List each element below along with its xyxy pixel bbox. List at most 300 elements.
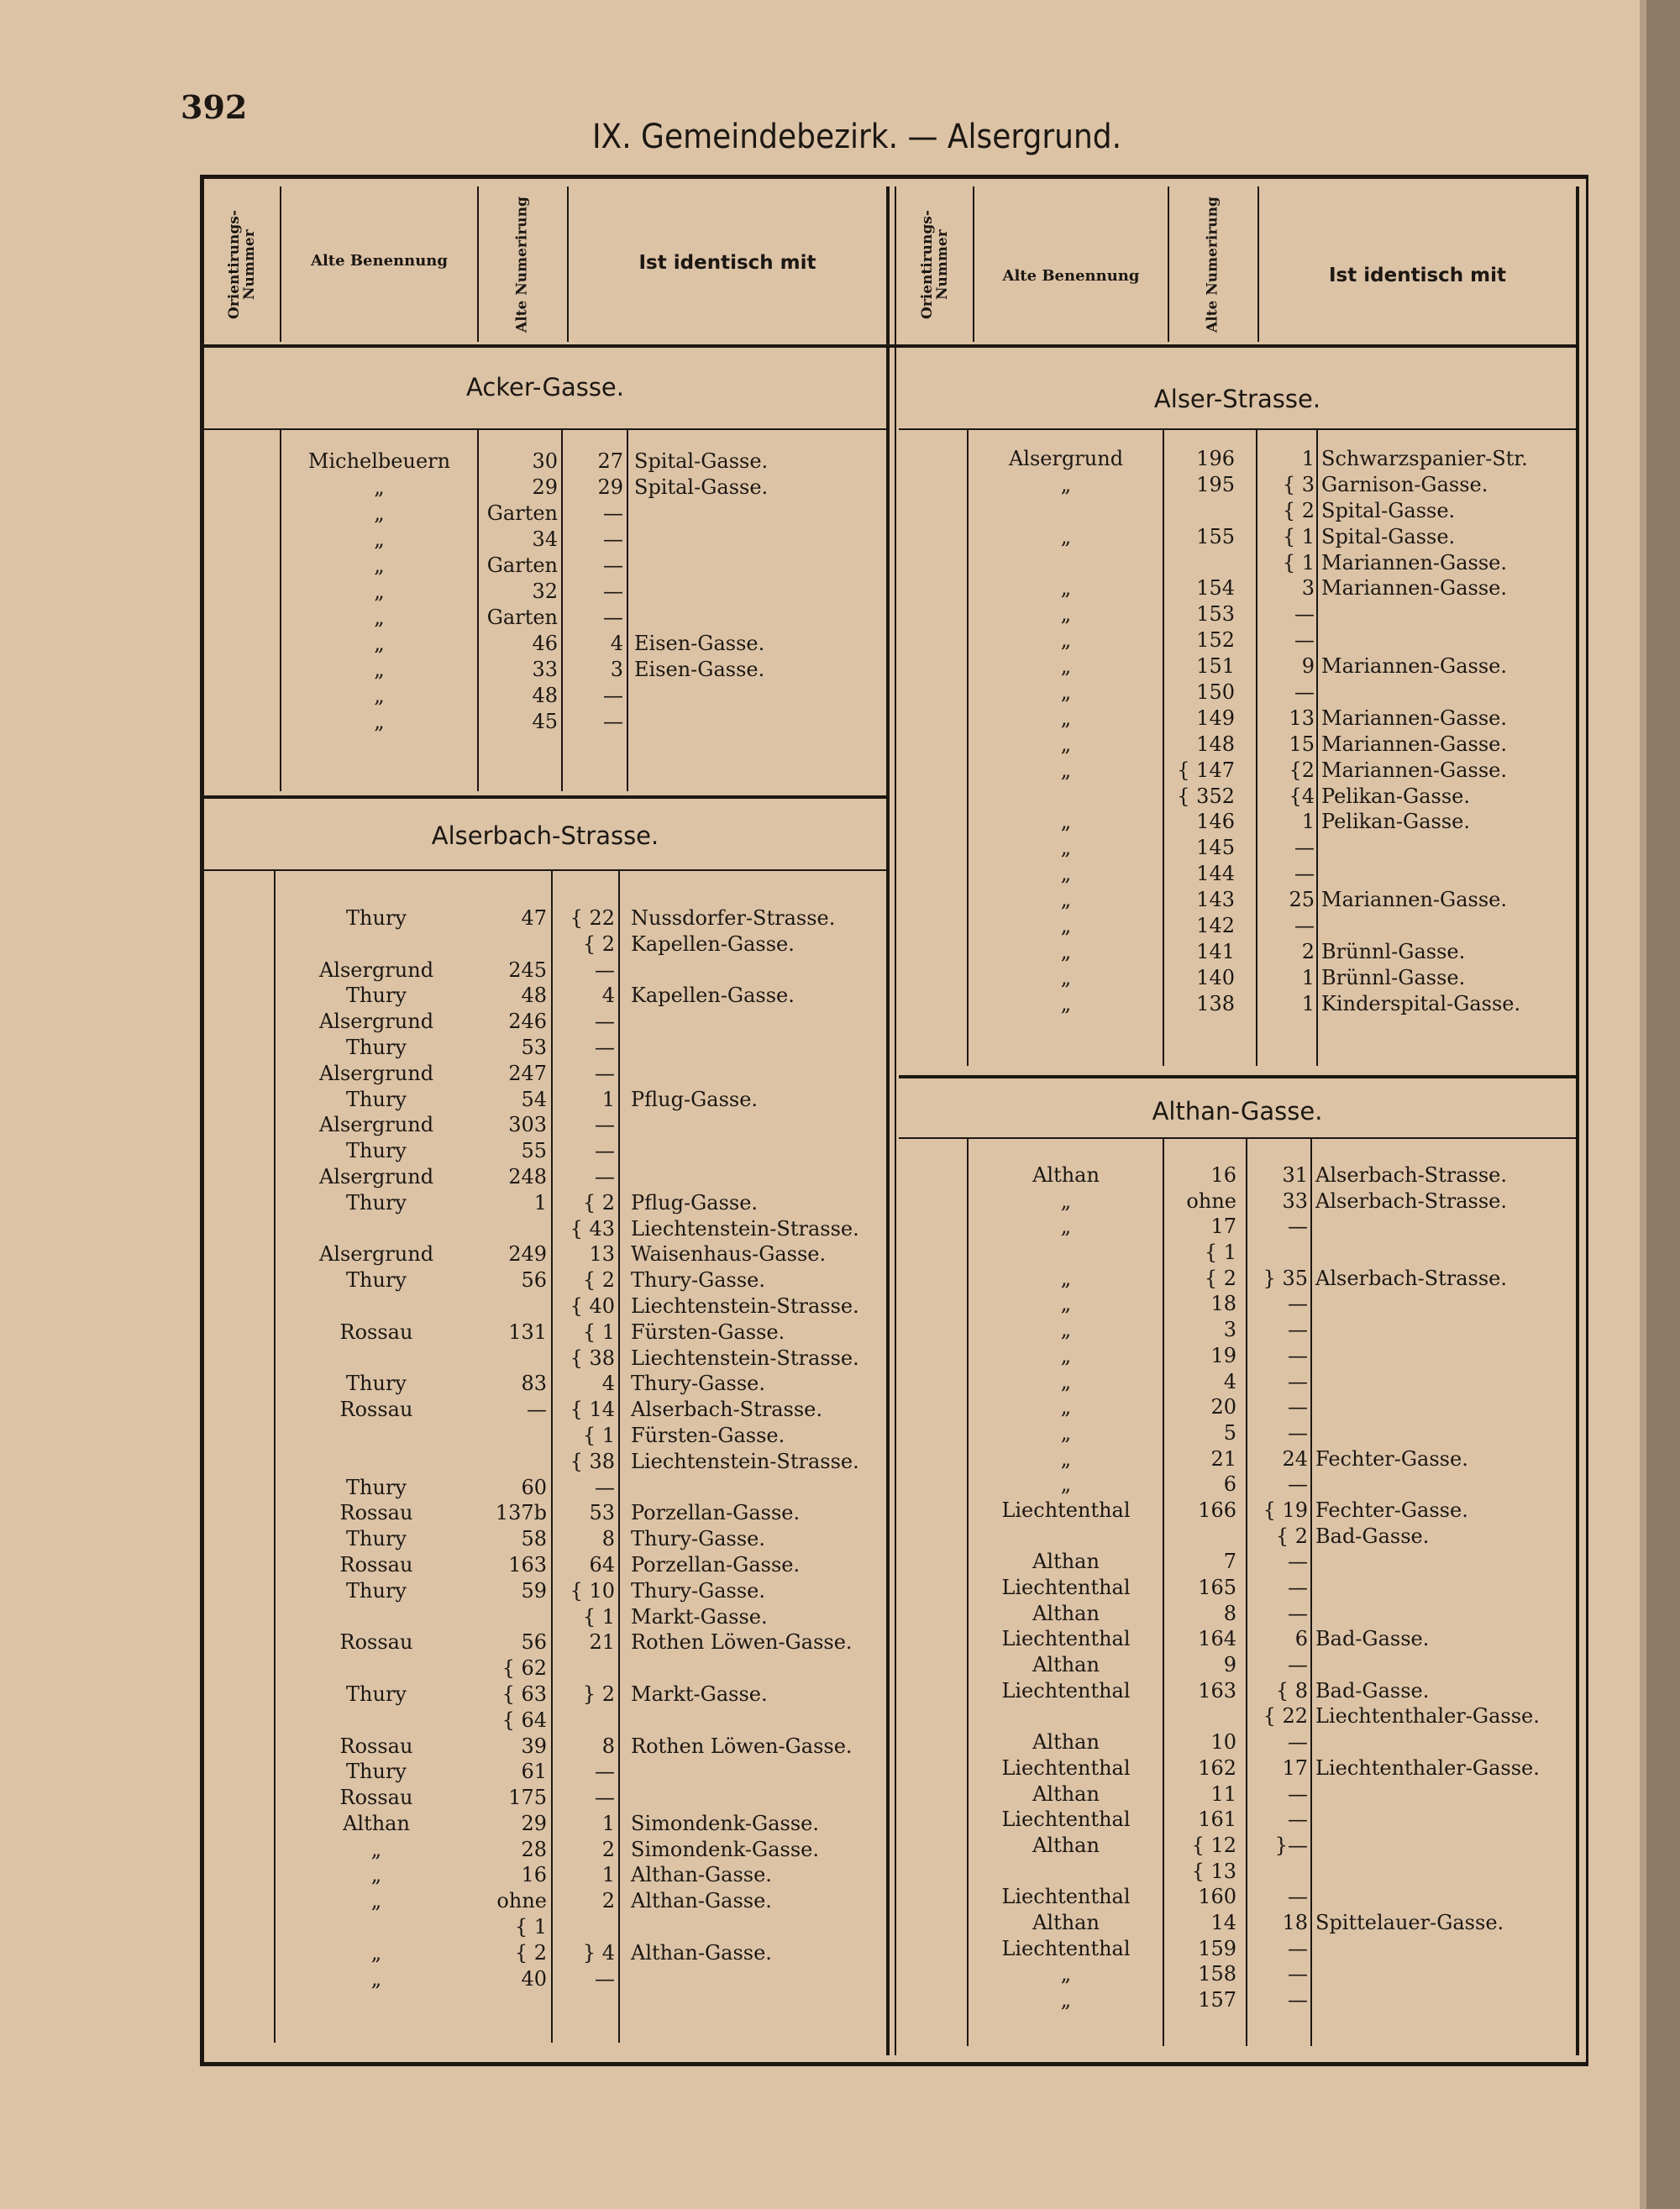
cell-alte-numerirung: 248 — [508, 1164, 547, 1188]
cell-alte-numerirung: 149 — [1196, 706, 1235, 730]
cell-alte-numerirung: { 1 — [1204, 1241, 1236, 1265]
cell-alte-benennung: „ — [1060, 1318, 1072, 1342]
cell-ist-identisch-mit: Liechtenstein-Strasse. — [631, 1449, 859, 1473]
cell-alte-benennung: Alsergrund — [318, 958, 434, 982]
table-row — [204, 1966, 886, 1992]
cell-alte-benennung: „ — [374, 527, 385, 551]
table-row — [204, 1552, 886, 1578]
cell-alte-numerirung: 30 — [532, 449, 558, 473]
cell-alte-benennung: „ — [1060, 888, 1072, 912]
cell-alte-numerirung: 141 — [1196, 939, 1235, 963]
table-row — [204, 958, 886, 984]
cell-alte-numerirung: 32 — [532, 580, 558, 603]
cell-ist-identisch-mit: Fürsten-Gasse. — [631, 1423, 785, 1447]
cell-neue-nummer: } 2 — [582, 1682, 615, 1706]
table-row — [899, 758, 1576, 784]
cell-alte-numerirung: 140 — [1196, 965, 1235, 989]
cell-alte-numerirung: 55 — [521, 1139, 547, 1163]
table-row — [204, 1604, 886, 1630]
cell-alte-benennung: „ — [370, 1940, 382, 1965]
cell-alte-numerirung: { 2 — [514, 1940, 547, 1965]
cell-alte-numerirung: 138 — [1196, 991, 1235, 1015]
cell-neue-nummer: — — [603, 501, 623, 525]
cell-neue-nummer: 21 — [589, 1630, 615, 1655]
cell-alte-benennung: Thury — [346, 1139, 407, 1163]
cell-neue-nummer: 27 — [597, 449, 623, 473]
cell-neue-nummer: — — [595, 1475, 615, 1499]
cell-neue-nummer: — — [1288, 1808, 1308, 1832]
table-row — [899, 1472, 1576, 1498]
cell-alte-numerirung: 131 — [508, 1320, 547, 1344]
cell-neue-nummer: { 10 — [570, 1578, 615, 1603]
cell-neue-nummer: — — [595, 1760, 615, 1784]
table-row — [204, 1397, 886, 1423]
cell-neue-nummer: — — [603, 606, 623, 629]
table-row — [899, 472, 1576, 498]
cell-alte-benennung: Rossau — [339, 1398, 413, 1422]
cell-ist-identisch-mit: Nussdorfer-Strasse. — [631, 906, 836, 930]
cell-neue-nummer: { 14 — [570, 1398, 615, 1422]
cell-alte-numerirung: 165 — [1198, 1576, 1236, 1599]
table-row — [204, 1087, 886, 1113]
cell-ist-identisch-mit: Liechtenstein-Strasse. — [631, 1216, 859, 1241]
table-row — [899, 601, 1576, 627]
table-row — [204, 1009, 886, 1035]
cell-alte-benennung: Alsergrund — [1008, 447, 1124, 470]
cell-ist-identisch-mit: Fechter-Gasse. — [1315, 1498, 1468, 1522]
cell-alte-numerirung: ohne — [496, 1889, 547, 1913]
cell-alte-benennung: „ — [370, 1837, 382, 1861]
cell-alte-numerirung: 247 — [508, 1061, 547, 1085]
cell-ist-identisch-mit: Spittelauer-Gasse. — [1315, 1910, 1504, 1934]
cell-neue-nummer: { 19 — [1263, 1498, 1308, 1522]
header-ist-identisch-mit-right: Ist identisch mit — [1329, 265, 1506, 286]
cell-neue-nummer: 8 — [601, 1734, 615, 1758]
cell-neue-nummer: 1 — [601, 1863, 615, 1887]
cell-ist-identisch-mit: Bad-Gasse. — [1315, 1678, 1430, 1703]
cell-neue-nummer: {2 — [1289, 758, 1315, 782]
cell-alte-benennung: „ — [1060, 836, 1072, 860]
cell-ist-identisch-mit: Thury-Gasse. — [631, 1372, 766, 1396]
cell-neue-nummer: 25 — [1289, 888, 1315, 912]
cell-neue-nummer: 1 — [601, 1087, 615, 1111]
cell-neue-nummer: { 2 — [1275, 1524, 1308, 1548]
cell-alte-benennung: Alsergrund — [318, 1164, 434, 1188]
cell-neue-nummer: 53 — [589, 1501, 615, 1525]
table-row — [204, 1888, 886, 1914]
cell-ist-identisch-mit: Thury-Gasse. — [631, 1527, 766, 1551]
cell-ist-identisch-mit: Mariannen-Gasse. — [1321, 706, 1507, 730]
table-row — [899, 1807, 1576, 1833]
cell-alte-benennung: Alsergrund — [318, 1061, 434, 1085]
cell-alte-numerirung: 10 — [1210, 1730, 1236, 1755]
cell-neue-nummer: 29 — [597, 475, 623, 499]
cell-alte-numerirung: 151 — [1196, 654, 1235, 679]
cell-alte-benennung: „ — [1060, 862, 1072, 886]
table-row — [899, 1601, 1576, 1627]
cell-ist-identisch-mit: Fürsten-Gasse. — [631, 1320, 785, 1344]
cell-neue-nummer: — — [1288, 1472, 1308, 1497]
cell-alte-benennung: „ — [370, 1966, 382, 1991]
cell-neue-nummer: — — [1288, 1395, 1308, 1419]
cell-alte-benennung: Michelbeuern — [307, 449, 451, 473]
cell-ist-identisch-mit: Liechtenstein-Strasse. — [631, 1346, 859, 1370]
cell-alte-numerirung: 1 — [533, 1190, 547, 1215]
cell-alte-numerirung: 48 — [532, 684, 558, 707]
cell-ist-identisch-mit: Pflug-Gasse. — [631, 1087, 759, 1111]
table-row — [899, 809, 1576, 835]
cell-alte-numerirung: 146 — [1196, 810, 1235, 834]
cell-alte-numerirung: 11 — [1210, 1781, 1236, 1806]
cell-alte-benennung: „ — [1060, 1446, 1072, 1471]
cell-neue-nummer: } 35 — [1263, 1266, 1308, 1290]
cell-alte-numerirung: Garten — [486, 554, 558, 577]
cell-alte-numerirung: 56 — [521, 1268, 547, 1293]
table-row — [899, 887, 1576, 913]
cell-alte-numerirung: 18 — [1210, 1292, 1236, 1316]
cell-ist-identisch-mit: Alserbach-Strasse. — [1315, 1266, 1508, 1290]
cell-alte-benennung: Althan — [1032, 1730, 1100, 1755]
cell-neue-nummer: { 38 — [570, 1346, 615, 1370]
cell-alte-benennung: „ — [374, 632, 385, 655]
cell-neue-nummer: }— — [1274, 1833, 1308, 1857]
cell-alte-numerirung: 196 — [1196, 447, 1235, 470]
cell-ist-identisch-mit: Alserbach-Strasse. — [1315, 1163, 1508, 1187]
cell-neue-nummer: { 8 — [1275, 1678, 1308, 1703]
cell-neue-nummer: 15 — [1289, 732, 1315, 756]
cell-alte-benennung: Althan — [343, 1811, 410, 1835]
cell-alte-benennung: „ — [1060, 758, 1072, 782]
section-title-althan-gasse: Althan-Gasse. — [1152, 1097, 1323, 1125]
cell-alte-numerirung: 303 — [508, 1113, 547, 1137]
cell-alte-numerirung: 153 — [1196, 602, 1235, 627]
cell-alte-numerirung: 29 — [532, 475, 558, 499]
table-row — [204, 527, 886, 553]
cell-neue-nummer: — — [1288, 1215, 1308, 1239]
table-row — [899, 1936, 1576, 1962]
cell-alte-numerirung: 143 — [1196, 888, 1235, 912]
cell-alte-benennung: Liechtenthal — [1001, 1936, 1131, 1960]
table-row — [899, 1910, 1576, 1936]
cell-neue-nummer: — — [603, 527, 623, 551]
cell-alte-numerirung: { 64 — [501, 1708, 547, 1732]
cell-alte-numerirung: 14 — [1210, 1910, 1236, 1934]
table-row — [899, 1317, 1576, 1343]
cell-alte-benennung: Rossau — [339, 1786, 413, 1810]
table-row — [204, 1655, 886, 1682]
cell-alte-benennung: Thury — [346, 1190, 407, 1215]
table-row — [204, 657, 886, 683]
table-row — [204, 1061, 886, 1087]
table-row — [204, 449, 886, 475]
cell-neue-nummer: — — [595, 1966, 615, 1991]
cell-alte-numerirung: 33 — [532, 658, 558, 681]
cell-alte-benennung: Althan — [1032, 1833, 1100, 1857]
cell-alte-numerirung: { 63 — [501, 1682, 547, 1706]
cell-alte-benennung: Althan — [1032, 1550, 1100, 1574]
cell-neue-nummer: — — [595, 1164, 615, 1188]
cell-alte-benennung: „ — [1060, 472, 1072, 496]
cell-neue-nummer: — — [1288, 1962, 1308, 1986]
table-row — [204, 1475, 886, 1501]
cell-ist-identisch-mit: Bad-Gasse. — [1315, 1524, 1430, 1548]
cell-alte-benennung: Thury — [346, 1682, 407, 1706]
cell-ist-identisch-mit: Thury-Gasse. — [631, 1268, 766, 1293]
cell-alte-numerirung: 3 — [1223, 1318, 1236, 1342]
cell-alte-numerirung: 142 — [1196, 914, 1235, 938]
table-row — [899, 1524, 1576, 1550]
cell-neue-nummer: { 2 — [582, 1190, 615, 1215]
cell-alte-benennung: „ — [1060, 810, 1072, 834]
table-row — [899, 1987, 1576, 2013]
table-row — [899, 1626, 1576, 1652]
cell-neue-nummer: — — [1288, 1343, 1308, 1367]
cell-ist-identisch-mit: Althan-Gasse. — [631, 1863, 772, 1887]
cell-ist-identisch-mit: Markt-Gasse. — [631, 1604, 768, 1629]
cell-ist-identisch-mit: Alserbach-Strasse. — [631, 1398, 823, 1422]
cell-alte-benennung: Rossau — [339, 1320, 413, 1344]
cell-alte-numerirung: 16 — [521, 1863, 547, 1887]
cell-alte-numerirung: 164 — [1198, 1627, 1236, 1651]
cell-ist-identisch-mit: Althan-Gasse. — [631, 1940, 772, 1965]
table-row — [899, 653, 1576, 679]
cell-neue-nummer: { 2 — [1282, 498, 1315, 522]
cell-alte-numerirung: 163 — [508, 1552, 547, 1577]
cell-neue-nummer: 31 — [1282, 1163, 1308, 1187]
cell-alte-numerirung: 39 — [521, 1734, 547, 1758]
table-row — [204, 931, 886, 958]
cell-ist-identisch-mit: Eisen-Gasse. — [634, 658, 765, 681]
cell-neue-nummer: — — [1288, 1936, 1308, 1960]
cell-alte-numerirung: { 1 — [514, 1915, 547, 1939]
cell-alte-numerirung: 158 — [1198, 1962, 1236, 1986]
table-row — [899, 706, 1576, 732]
cell-ist-identisch-mit: Mariannen-Gasse. — [1321, 888, 1507, 912]
cell-alte-numerirung: 21 — [1210, 1446, 1236, 1471]
cell-ist-identisch-mit: Brünnl-Gasse. — [1321, 939, 1466, 963]
table-row — [204, 1837, 886, 1863]
cell-neue-nummer: — — [1288, 1988, 1308, 2012]
cell-neue-nummer: — — [603, 684, 623, 707]
cell-alte-benennung: Thury — [346, 1035, 407, 1059]
cell-alte-numerirung: 34 — [532, 527, 558, 551]
cell-alte-benennung: „ — [374, 580, 385, 603]
cell-ist-identisch-mit: Rothen Löwen-Gasse. — [631, 1630, 853, 1655]
cell-neue-nummer: — — [1294, 680, 1315, 705]
cell-alte-benennung: „ — [1060, 1343, 1072, 1367]
cell-neue-nummer: 17 — [1282, 1755, 1308, 1780]
cell-alte-numerirung: 8 — [1223, 1601, 1236, 1625]
cell-neue-nummer: — — [1288, 1576, 1308, 1599]
cell-neue-nummer: 1 — [1301, 447, 1315, 470]
cell-neue-nummer: 3 — [1301, 576, 1315, 601]
cell-ist-identisch-mit: Spital-Gasse. — [634, 449, 769, 473]
cell-alte-benennung: Thury — [346, 1760, 407, 1784]
table-row — [204, 1734, 886, 1760]
table-row — [899, 1266, 1576, 1292]
cell-ist-identisch-mit: Simondenk-Gasse. — [631, 1837, 819, 1861]
table-row — [204, 983, 886, 1009]
table-row — [899, 861, 1576, 887]
cell-neue-nummer: — — [603, 554, 623, 577]
table-row — [204, 501, 886, 527]
cell-alte-benennung: „ — [374, 475, 385, 499]
table-row — [204, 1811, 886, 1837]
cell-alte-benennung: „ — [1060, 914, 1072, 938]
cell-alte-benennung: Liechtenthal — [1001, 1885, 1131, 1909]
table-row — [899, 991, 1576, 1017]
cell-alte-benennung: „ — [1060, 576, 1072, 601]
section-title-alser-strasse: Alser-Strasse. — [1153, 385, 1321, 413]
cell-alte-numerirung: 162 — [1198, 1755, 1236, 1780]
table-row — [204, 1423, 886, 1449]
cell-neue-nummer: 4 — [601, 984, 615, 1008]
cell-neue-nummer: { 3 — [1282, 472, 1315, 496]
cell-alte-numerirung: — — [527, 1398, 547, 1422]
cell-neue-nummer: { 1 — [582, 1423, 615, 1447]
cell-neue-nummer: — — [595, 958, 615, 982]
table-row — [899, 679, 1576, 706]
table-row — [204, 1320, 886, 1346]
table-row — [204, 631, 886, 657]
cell-alte-benennung: Althan — [1032, 1163, 1100, 1187]
cell-ist-identisch-mit: Liechtenthaler-Gasse. — [1315, 1755, 1540, 1780]
cell-alte-benennung: Rossau — [339, 1734, 413, 1758]
header-alte-numerirung-right: Alte Numerirung — [1204, 197, 1221, 333]
cell-neue-nummer: { 38 — [570, 1449, 615, 1473]
cell-alte-numerirung: 150 — [1196, 680, 1235, 705]
table-row — [899, 1678, 1576, 1704]
table-row — [899, 939, 1576, 965]
table-row — [204, 553, 886, 579]
cell-alte-benennung: Thury — [346, 1268, 407, 1293]
cell-alte-numerirung: 195 — [1196, 472, 1235, 496]
cell-neue-nummer: — — [595, 1010, 615, 1034]
cell-alte-benennung: „ — [1060, 680, 1072, 705]
cell-neue-nummer: — — [1288, 1653, 1308, 1677]
table-row — [204, 579, 886, 605]
table-row — [204, 1708, 886, 1734]
cell-neue-nummer: 1 — [1301, 965, 1315, 989]
cell-neue-nummer: 2 — [1301, 939, 1315, 963]
cell-alte-benennung: Rossau — [339, 1552, 413, 1577]
cell-alte-benennung: „ — [1060, 602, 1072, 627]
table-row — [204, 1138, 886, 1164]
cell-alte-benennung: Alsergrund — [318, 1242, 434, 1267]
cell-ist-identisch-mit: Spital-Gasse. — [634, 475, 769, 499]
cell-ist-identisch-mit: Kapellen-Gasse. — [631, 984, 795, 1008]
cell-ist-identisch-mit: Schwarzspanier-Str. — [1321, 447, 1528, 470]
cell-ist-identisch-mit: Porzellan-Gasse. — [631, 1501, 801, 1525]
cell-alte-numerirung: 166 — [1198, 1498, 1236, 1522]
cell-neue-nummer: { 1 — [1282, 550, 1315, 575]
table-althan-gasse — [899, 1162, 1576, 2013]
cell-neue-nummer: — — [1294, 628, 1315, 653]
table-row — [899, 627, 1576, 653]
cell-alte-numerirung: 144 — [1196, 862, 1235, 886]
cell-neue-nummer: — — [603, 710, 623, 733]
cell-alte-numerirung: 17 — [1210, 1215, 1236, 1239]
cell-alte-numerirung: 148 — [1196, 732, 1235, 756]
cell-alte-numerirung: 175 — [508, 1786, 547, 1810]
cell-alte-numerirung: 154 — [1196, 576, 1235, 601]
table-row — [204, 1682, 886, 1708]
cell-ist-identisch-mit: Kinderspital-Gasse. — [1321, 991, 1521, 1015]
cell-alte-benennung: Rossau — [339, 1630, 413, 1655]
cell-alte-benennung: Thury — [346, 1527, 407, 1551]
cell-neue-nummer: — — [1288, 1550, 1308, 1574]
header-alte-benennung-right: Alte Benennung — [1002, 267, 1140, 285]
header-orientirungs-nummer-right: Orientirungs-Nummer — [919, 210, 951, 319]
cell-alte-benennung: Thury — [346, 984, 407, 1008]
table-row — [204, 1190, 886, 1216]
table-row — [204, 1112, 886, 1138]
page-title: IX. Gemeindebezirk. — Alsergrund. — [591, 118, 1122, 156]
cell-alte-numerirung: { 62 — [501, 1656, 547, 1681]
table-alser-strasse — [899, 446, 1576, 1017]
cell-alte-numerirung: 246 — [508, 1010, 547, 1034]
cell-alte-numerirung: 59 — [521, 1578, 547, 1603]
cell-neue-nummer: 1 — [601, 1811, 615, 1835]
table-row — [899, 1214, 1576, 1240]
cell-alte-benennung: „ — [1060, 1215, 1072, 1239]
cell-alte-benennung: Thury — [346, 1372, 407, 1396]
cell-alte-numerirung: 137b — [495, 1501, 547, 1525]
table-row — [899, 1859, 1576, 1885]
cell-alte-numerirung: 6 — [1223, 1472, 1236, 1497]
cell-neue-nummer: — — [1288, 1318, 1308, 1342]
cell-alte-benennung: Alsergrund — [318, 1113, 434, 1137]
cell-neue-nummer: — — [1294, 602, 1315, 627]
table-row — [204, 1759, 886, 1785]
cell-neue-nummer: { 22 — [570, 906, 615, 930]
cell-ist-identisch-mit: Mariannen-Gasse. — [1321, 758, 1507, 782]
table-row — [899, 913, 1576, 939]
cell-alte-benennung: Liechtenthal — [1001, 1498, 1131, 1522]
cell-neue-nummer: { 1 — [582, 1604, 615, 1629]
header-alte-numerirung: Alte Numerirung — [513, 197, 531, 333]
table-row — [899, 1343, 1576, 1369]
cell-neue-nummer: 24 — [1282, 1446, 1308, 1471]
cell-alte-benennung: Liechtenthal — [1001, 1678, 1131, 1703]
table-row — [204, 905, 886, 931]
cell-alte-benennung: Rossau — [339, 1501, 413, 1525]
table-row — [204, 1785, 886, 1811]
cell-ist-identisch-mit: Bad-Gasse. — [1315, 1627, 1430, 1651]
cell-neue-nummer: — — [1288, 1601, 1308, 1625]
table-row — [204, 709, 886, 735]
cell-neue-nummer: { 2 — [582, 931, 615, 956]
table-row — [204, 1449, 886, 1475]
cell-alte-numerirung: 56 — [521, 1630, 547, 1655]
cell-neue-nummer: 4 — [610, 632, 623, 655]
cell-alte-numerirung: 7 — [1223, 1550, 1236, 1574]
cell-alte-benennung: Liechtenthal — [1001, 1576, 1131, 1599]
cell-alte-numerirung: Garten — [486, 501, 558, 525]
cell-alte-benennung: Liechtenthal — [1001, 1755, 1131, 1780]
table-row — [204, 1940, 886, 1966]
cell-neue-nummer: — — [1294, 862, 1315, 886]
table-row — [899, 1446, 1576, 1472]
table-row — [899, 1240, 1576, 1266]
cell-ist-identisch-mit: Waisenhaus-Gasse. — [631, 1242, 827, 1267]
table-row — [204, 1164, 886, 1190]
cell-alte-numerirung: ohne — [1186, 1188, 1236, 1213]
cell-alte-numerirung: 9 — [1223, 1653, 1236, 1677]
table-row — [899, 1162, 1576, 1188]
cell-neue-nummer: — — [595, 1139, 615, 1163]
cell-alte-numerirung: 19 — [1210, 1343, 1236, 1367]
